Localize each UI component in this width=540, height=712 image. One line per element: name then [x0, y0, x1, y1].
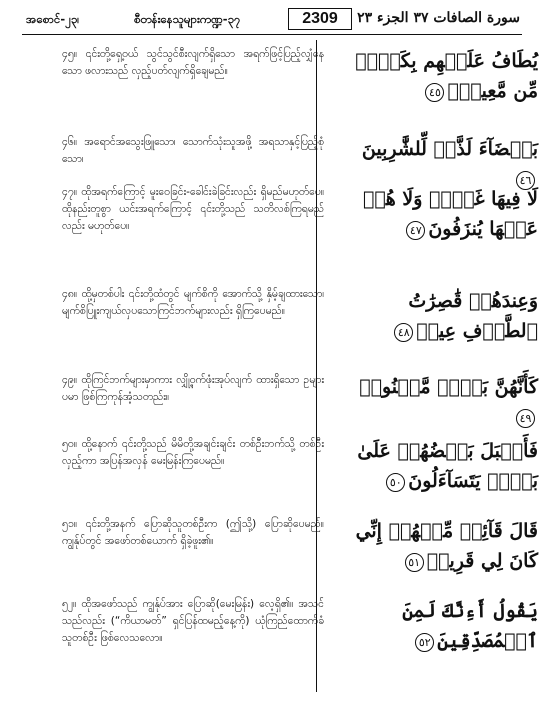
- myanmar-translation: ၄၈။ ထို့မှတစ်ပါး ၎င်းတို့ထံတွင် မျက်စိကို အောက်သို့ နှိမ့်ချထားသော၊ မျက်စိပြူးကျယ်လှပသောကြင်ဘက်များလည်း ရှိကြပေမည်။: [62, 288, 324, 317]
- verse-number-marker: ٥١: [405, 553, 424, 572]
- verse-number-marker: ٤٩: [516, 409, 535, 428]
- arabic-verse: [348, 596, 538, 656]
- arabic-text: وَعِندَهُمۡ قَٰصِرَٰتُ ٱلطَّرۡفِ عِينٞ: [408, 290, 538, 342]
- verse-number-marker: ٤٥: [425, 83, 444, 102]
- verse-block: [22, 46, 538, 128]
- header-divider: [22, 34, 522, 35]
- myanmar-translation: ၅၀။ ထို့နောက် ၎င်းတို့သည် မိမိတို့အချင်းချင်း တစ်ဦးဘက်သို့ တစ်ဦးလှည့်ကာ အပြန်အလှန် မေးမြန်းကြပေမည်။: [62, 438, 324, 467]
- arabic-text: فَأَقۡبَلَ بَعۡضُهُمۡ عَلَىٰ بَعۡضٖ يَتَسَآءَلُونَ: [357, 440, 538, 492]
- chapter-label: စီတန်းနေသူများကဏ္ဍ-၃၇: [134, 12, 241, 26]
- verse-number-marker: ٤٨: [394, 323, 413, 342]
- page-header: [26, 8, 520, 32]
- verse-number-marker: ٤٧: [406, 221, 425, 240]
- verse-block: [22, 516, 538, 590]
- arabic-verse: [348, 286, 538, 346]
- arabic-verse: [348, 184, 538, 244]
- volume-label: အစောင်-၂၃၊: [26, 12, 80, 26]
- arabic-text: بَيۡضَآءَ لَذَّةٖ لِّلشَّٰرِبِينَ: [361, 138, 538, 160]
- myanmar-translation: ၄၅။ ၎င်းတို့ရှေ့ဝယ် သွင်သွင်စီးလျက်ရှိသော အရက်ဖြင့်ပြည့်လျှံနေသော ဖလားသည် လှည့်ပတ်လျက်ရှိချေမည်။: [62, 48, 324, 77]
- myanmar-translation: ၅၂။ ထိုအဖော်သည် ကျွန်ုပ်အား ပြောဆို(မေးမြန်း) လေ့ရှိ၏။ အသင်သည်လည်း (“ကိယာမတ်” ရှင်ပြန်ထမည့်နေ့ကို) ယုံကြည်ထောက်ခံသူတစ်ဦး ဖြစ်လေသလော။: [62, 598, 324, 644]
- arabic-verse: [348, 46, 538, 106]
- verse-block: [22, 436, 538, 510]
- arabic-verse: [348, 516, 538, 576]
- myanmar-translation: ၄၉။ ထိုကြင်ဘက်များမှာကား လျှို့ဝှက်ဖုံးအုပ်လျက် ထားရှိသော ဥများပမာ ဖြစ်ကြကုန်အံ့သတည်း။: [62, 374, 324, 403]
- verse-block: [22, 286, 538, 360]
- myanmar-translation: ၅၁။ ၎င်းတို့အနက် ပြောဆိုသူတစ်ဦးက (ဤသို့) ပြောဆိုပေမည်။ ကျွန်ုပ်တွင် အဖော်တစ်ယောက် ရှိခဲ့ဖူး၏။: [62, 518, 324, 547]
- arabic-chapter-label: سورة الصافات ٣٧ الجزء ٢٣: [357, 10, 520, 26]
- arabic-verse: [348, 372, 538, 432]
- arabic-text: كَأَنَّهُنَّ بَيۡضٞ مَّكۡنُونٞ: [359, 376, 538, 398]
- verse-number-marker: ٥٠: [386, 473, 405, 492]
- arabic-text: يُطَافُ عَلَيۡهِم بِكَأۡسٖ مِّن مَّعِينِۭ: [355, 50, 538, 102]
- arabic-text: لَا فِيهَا غَوۡلٞ وَلَا هُمۡ عَنۡهَا يُنزَفُونَ: [362, 188, 538, 240]
- arabic-verse: [348, 436, 538, 496]
- myanmar-translation: ၄၆။ အရောင်အသွေးဖြူသော၊ သောက်သုံးသူအဖို့ အရသာနှင့်ပြည့်စုံသော၊: [62, 136, 324, 165]
- verse-block: [22, 596, 538, 692]
- page-number: 2309: [288, 8, 352, 30]
- arabic-text: قَالَ قَآئِلٞ مِّنۡهُمۡ إِنِّي كَانَ لِي قَرِينٞ: [355, 520, 538, 572]
- myanmar-translation: ၄၇။ ထိုအရက်ကြောင့် မူးဝေခြင်း-ခေါင်းခဲခြင်းလည်း ရှိမည်မဟုတ်ပေ။ ထိုနည်းတူစွာ ယင်းအရက်ကြောင့် ၎င်းတို့သည် သတိလစ်ကြရမည်လည်း မဟုတ်ပေ။: [62, 186, 324, 232]
- verse-number-marker: ٥٢: [415, 633, 434, 652]
- verse-block: [22, 184, 538, 280]
- verse-block: [22, 372, 538, 425]
- verse-block: [22, 134, 538, 187]
- arabic-text: يَقُولُ أَءِنَّكَ لَمِنَ ٱلۡمُصَدِّقِينَ: [402, 600, 538, 652]
- verse-number-marker: ٤٦: [516, 171, 535, 190]
